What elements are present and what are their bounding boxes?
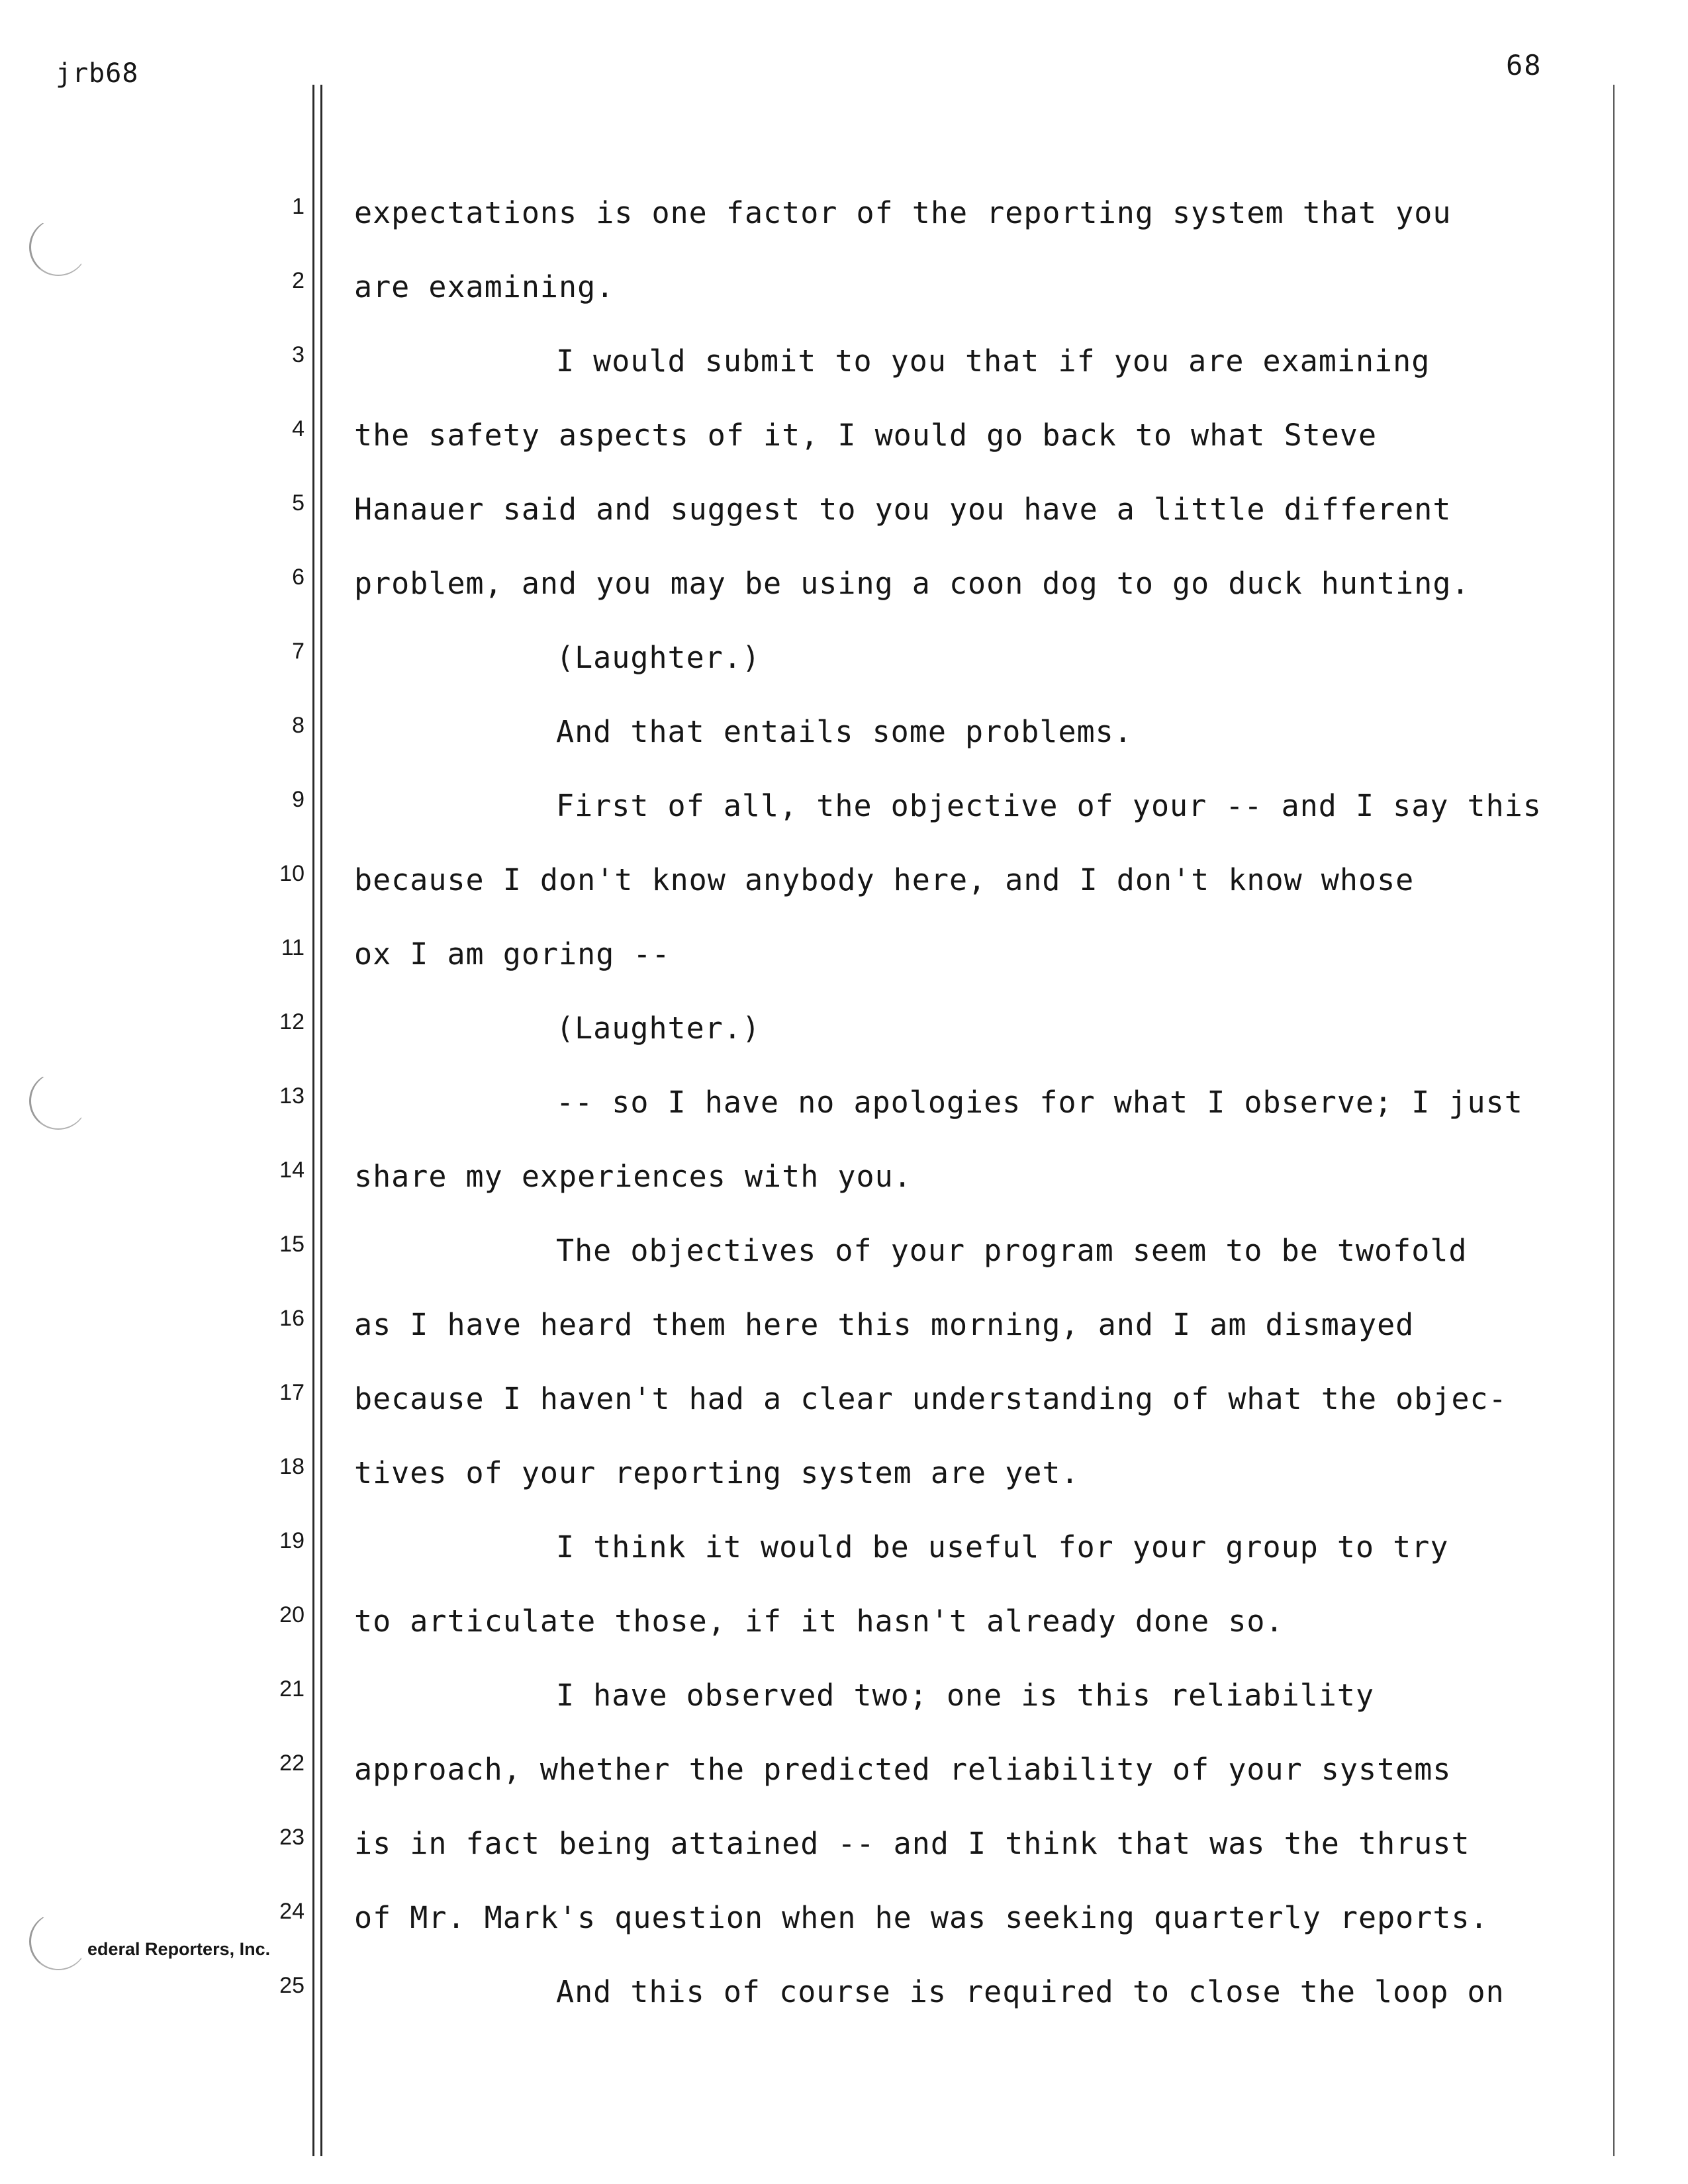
line-number: 1 bbox=[292, 194, 305, 219]
transcript-line: ox I am goring -- bbox=[354, 936, 671, 972]
transcript-line: as I have heard them here this morning, and I am dismayed bbox=[354, 1307, 1415, 1342]
line-number: 16 bbox=[279, 1306, 305, 1331]
transcript-line: First of all, the objective of your -- and I say this bbox=[556, 788, 1542, 823]
line-number: 4 bbox=[292, 416, 305, 441]
margin-rule-right bbox=[1613, 85, 1615, 2156]
margin-rule-left-inner bbox=[320, 85, 322, 2156]
transcript-line: tives of your reporting system are yet. bbox=[354, 1455, 1080, 1490]
transcript-line: I would submit to you that if you are examining bbox=[556, 343, 1430, 379]
transcript-line: The objectives of your program seem to be twofold bbox=[556, 1233, 1468, 1268]
transcript-line: -- so I have no apologies for what I observe; I just bbox=[556, 1085, 1523, 1120]
line-number: 9 bbox=[292, 787, 305, 812]
line-number: 21 bbox=[279, 1676, 305, 1702]
line-number: 12 bbox=[279, 1009, 305, 1034]
transcript-line: expectations is one factor of the reporting system that you bbox=[354, 195, 1452, 230]
line-number: 22 bbox=[279, 1751, 305, 1776]
reporter-label: ederal Reporters, Inc. bbox=[87, 1939, 271, 1959]
line-number: 11 bbox=[281, 935, 305, 960]
line-number: 23 bbox=[279, 1825, 305, 1850]
line-number: 2 bbox=[292, 268, 305, 293]
transcript-line: I have observed two; one is this reliability bbox=[556, 1678, 1375, 1713]
line-number: 18 bbox=[279, 1454, 305, 1479]
line-number: 3 bbox=[292, 342, 305, 367]
line-number: 15 bbox=[279, 1232, 305, 1257]
line-number: 6 bbox=[292, 565, 305, 590]
transcript-line: because I haven't had a clear understanding of what the objec- bbox=[354, 1381, 1507, 1416]
transcript-line: of Mr. Mark's question when he was seeking quarterly reports. bbox=[354, 1900, 1489, 1935]
transcript-line: problem, and you may be using a coon dog to go duck hunting. bbox=[354, 566, 1470, 601]
punch-hole-icon bbox=[29, 218, 87, 276]
punch-hole-icon bbox=[29, 1913, 87, 1970]
transcript-line: the safety aspects of it, I would go back to what Steve bbox=[354, 418, 1378, 453]
punch-hole-icon bbox=[29, 1072, 87, 1130]
transcript-line: And that entails some problems. bbox=[556, 714, 1133, 749]
line-number: 5 bbox=[292, 490, 305, 516]
line-number: 13 bbox=[279, 1083, 305, 1109]
transcript-line: approach, whether the predicted reliability of your systems bbox=[354, 1752, 1452, 1787]
transcript-line: is in fact being attained -- and I think that was the thrust bbox=[354, 1826, 1470, 1861]
document-id: jrb68 bbox=[56, 58, 139, 89]
line-number: 24 bbox=[279, 1899, 305, 1924]
transcript-body bbox=[354, 196, 1605, 2049]
line-number: 7 bbox=[292, 639, 305, 664]
line-number: 20 bbox=[279, 1602, 305, 1627]
page-number: 68 bbox=[1506, 49, 1542, 81]
line-number: 17 bbox=[279, 1380, 305, 1405]
transcript-line: (Laughter.) bbox=[556, 640, 761, 675]
line-number-column bbox=[252, 193, 305, 2046]
margin-rule-left bbox=[312, 85, 314, 2156]
line-number: 10 bbox=[279, 861, 305, 886]
transcript-line: Hanauer said and suggest to you you have a little different bbox=[354, 492, 1452, 527]
line-number: 14 bbox=[279, 1158, 305, 1183]
transcript-line: because I don't know anybody here, and I don't know whose bbox=[354, 862, 1415, 897]
line-number: 8 bbox=[292, 713, 305, 738]
transcript-line: to articulate those, if it hasn't already done so. bbox=[354, 1604, 1284, 1639]
line-number: 19 bbox=[279, 1528, 305, 1553]
transcript-line: share my experiences with you. bbox=[354, 1159, 912, 1194]
transcript-line: are examining. bbox=[354, 269, 615, 304]
transcript-line: (Laughter.) bbox=[556, 1011, 761, 1046]
line-number: 25 bbox=[279, 1973, 305, 1998]
transcript-line: I think it would be useful for your group to try bbox=[556, 1529, 1449, 1565]
transcript-line: And this of course is required to close the loop on bbox=[556, 1974, 1505, 2009]
